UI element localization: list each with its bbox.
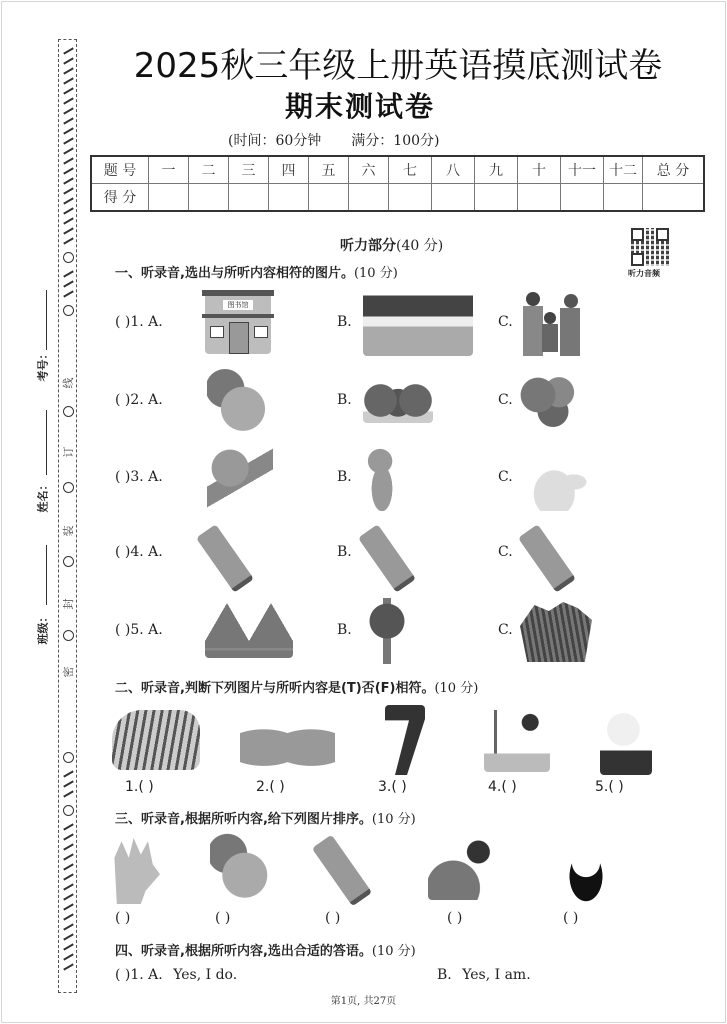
score-total-header: 总 分 bbox=[643, 156, 705, 184]
seal-char: 封 bbox=[62, 598, 75, 610]
oranges-icon bbox=[520, 373, 580, 428]
listening-heading-text: 听力部分 bbox=[340, 238, 396, 254]
option-b-label[interactable]: B. bbox=[337, 392, 352, 408]
section-4-title-text: 四、听录音,根据所听内容,选出合适的答语。 bbox=[115, 944, 372, 959]
grapes-icon bbox=[210, 832, 268, 904]
page-title: 2025秋三年级上册英语摸底测试卷 bbox=[133, 46, 663, 86]
qr-code-icon[interactable] bbox=[631, 228, 669, 266]
page-subtitle: 期末测试卷 bbox=[285, 90, 436, 123]
exam-meta bbox=[228, 130, 469, 150]
binding-hole-icon bbox=[63, 630, 74, 641]
classroom-icon bbox=[363, 290, 473, 356]
flowers-icon bbox=[363, 598, 411, 664]
question-number[interactable]: ( )2. A. bbox=[115, 392, 163, 408]
score-cell[interactable] bbox=[432, 184, 475, 212]
boy-planting-tree-icon bbox=[484, 710, 550, 772]
option-b-label: B. bbox=[437, 967, 452, 983]
section-1-title bbox=[115, 262, 398, 281]
score-col-header: 九 bbox=[475, 156, 518, 184]
tf-answer-4[interactable]: 4.( ) bbox=[488, 779, 517, 795]
tf-answer-2[interactable]: 2.( ) bbox=[256, 779, 285, 795]
trees-icon bbox=[205, 603, 293, 658]
binding-strip bbox=[58, 39, 77, 993]
order-answer-5[interactable]: ( ) bbox=[563, 910, 579, 926]
order-answer-4[interactable]: ( ) bbox=[447, 910, 463, 926]
library-building-icon bbox=[205, 290, 271, 354]
option-b-label[interactable]: B. bbox=[337, 622, 352, 638]
score-col-header: 十 bbox=[518, 156, 561, 184]
tiger-icon bbox=[112, 710, 200, 770]
qr-label: 听力音频 bbox=[628, 269, 660, 278]
hands-icon bbox=[240, 714, 335, 770]
woman-gardening-icon bbox=[428, 840, 500, 900]
rabbit-icon bbox=[525, 453, 590, 511]
score-col-header: 三 bbox=[229, 156, 269, 184]
score-row-label: 得 分 bbox=[91, 184, 149, 212]
binding-hole-icon bbox=[63, 252, 74, 263]
binding-hole-icon bbox=[63, 556, 74, 567]
score-cell[interactable] bbox=[604, 184, 643, 212]
score-cell[interactable] bbox=[389, 184, 432, 212]
score-col-header: 六 bbox=[349, 156, 389, 184]
s1-question-2 bbox=[115, 368, 675, 428]
s1-question-5 bbox=[115, 598, 675, 658]
section-4-title bbox=[115, 940, 416, 959]
binding-hole-icon bbox=[63, 406, 74, 417]
seal-char: 订 bbox=[62, 446, 75, 458]
binding-hole-icon bbox=[63, 305, 74, 316]
field-class[interactable]: 班级： bbox=[36, 611, 50, 645]
exam-full-score: 满分：100分) bbox=[351, 133, 440, 149]
option-a-text[interactable]: Yes, I do. bbox=[173, 967, 238, 983]
score-cell[interactable] bbox=[349, 184, 389, 212]
option-b-label[interactable]: B. bbox=[337, 469, 352, 485]
binding-hole-icon bbox=[63, 482, 74, 493]
s4-question-1-option-b[interactable] bbox=[437, 967, 531, 983]
tf-answer-3[interactable]: 3.( ) bbox=[378, 779, 407, 795]
score-col-header: 一 bbox=[149, 156, 189, 184]
option-b-text: Yes, I am. bbox=[462, 967, 531, 983]
field-line bbox=[46, 545, 47, 605]
score-total-cell[interactable] bbox=[643, 184, 705, 212]
family-icon bbox=[520, 290, 585, 356]
score-col-header: 八 bbox=[432, 156, 475, 184]
section-2-title bbox=[115, 677, 478, 696]
option-c-label[interactable]: C. bbox=[498, 544, 513, 560]
tf-answer-1[interactable]: 1.( ) bbox=[125, 779, 154, 795]
score-cell[interactable] bbox=[518, 184, 561, 212]
s4-question-1 bbox=[115, 967, 237, 983]
field-name[interactable]: 姓名： bbox=[36, 479, 50, 513]
s1-question-1 bbox=[115, 290, 675, 350]
section-4-points: (10 分) bbox=[371, 944, 416, 959]
score-row-label: 题 号 bbox=[91, 156, 149, 184]
section-3-points: (10 分) bbox=[371, 812, 416, 827]
option-c-label[interactable]: C. bbox=[498, 622, 513, 638]
option-b-label[interactable]: B. bbox=[337, 314, 352, 330]
option-c-label[interactable]: C. bbox=[498, 314, 513, 330]
score-col-header: 二 bbox=[189, 156, 229, 184]
seal-char: 装 bbox=[62, 525, 75, 537]
section-3-title-text: 三、听录音,根据所听内容,给下列图片排序。 bbox=[115, 812, 372, 827]
section-3-title bbox=[115, 808, 416, 827]
library-sign: 图书馆 bbox=[223, 300, 253, 310]
exam-time: (时间：60分钟 bbox=[228, 133, 322, 149]
binding-slashes-bottom bbox=[59, 746, 78, 972]
score-cell[interactable] bbox=[269, 184, 309, 212]
score-col-header: 四 bbox=[269, 156, 309, 184]
section-2-points: (10 分) bbox=[434, 681, 479, 696]
grapes-icon bbox=[207, 368, 267, 436]
question-number[interactable]: ( )1. A. bbox=[115, 314, 163, 330]
section-2-title-text: 二、听录音,判断下列图片与所听内容是(T)否(F)相符。 bbox=[115, 681, 435, 696]
grass-icon bbox=[520, 602, 592, 662]
s1-question-3 bbox=[115, 445, 675, 505]
binding-hole-icon bbox=[63, 805, 74, 816]
field-line bbox=[46, 410, 47, 475]
section-1-title-text: 一、听录音,选出与所听内容相符的图片。 bbox=[115, 266, 354, 281]
seal-char: 密 bbox=[62, 666, 75, 678]
section-1-points: (10 分) bbox=[353, 266, 398, 281]
field-exam-number[interactable]: 考号： bbox=[36, 348, 50, 382]
listening-points: (40 分) bbox=[396, 238, 444, 254]
seal-char: 线 bbox=[62, 377, 75, 389]
question-number[interactable]: ( )5. A. bbox=[115, 622, 163, 638]
question-number[interactable]: ( )4. A. bbox=[115, 544, 163, 560]
binding-slashes-top bbox=[59, 46, 78, 322]
s1-question-4 bbox=[115, 520, 675, 580]
score-cell[interactable] bbox=[149, 184, 189, 212]
option-c-label[interactable]: C. bbox=[498, 392, 513, 408]
score-col-header: 五 bbox=[309, 156, 349, 184]
score-cell[interactable] bbox=[309, 184, 349, 212]
tf-answer-5[interactable]: 5.( ) bbox=[595, 779, 624, 795]
score-col-header: 十一 bbox=[561, 156, 604, 184]
binding-hole-icon bbox=[63, 752, 74, 763]
option-c-label[interactable]: C. bbox=[498, 469, 513, 485]
score-cell[interactable] bbox=[475, 184, 518, 212]
option-b-label[interactable]: B. bbox=[337, 544, 352, 560]
score-cell[interactable] bbox=[189, 184, 229, 212]
duck-icon bbox=[363, 447, 401, 511]
score-col-header: 十二 bbox=[604, 156, 643, 184]
score-cell[interactable] bbox=[561, 184, 604, 212]
listening-heading bbox=[340, 235, 443, 255]
question-number[interactable]: ( )3. A. bbox=[115, 469, 163, 485]
bird-icon bbox=[207, 445, 273, 511]
score-col-header: 七 bbox=[389, 156, 432, 184]
order-answer-1[interactable]: ( ) bbox=[115, 910, 131, 926]
field-line bbox=[46, 290, 47, 350]
panda-icon bbox=[562, 840, 610, 906]
score-cell[interactable] bbox=[229, 184, 269, 212]
score-table bbox=[90, 155, 705, 212]
question-number[interactable]: ( )1. A. bbox=[115, 967, 163, 983]
order-answer-3[interactable]: ( ) bbox=[325, 910, 341, 926]
apples-icon bbox=[363, 378, 433, 423]
page-footer: 第1页, 共27页 bbox=[330, 996, 397, 1007]
order-answer-2[interactable]: ( ) bbox=[215, 910, 231, 926]
grandmother-icon bbox=[600, 705, 652, 775]
